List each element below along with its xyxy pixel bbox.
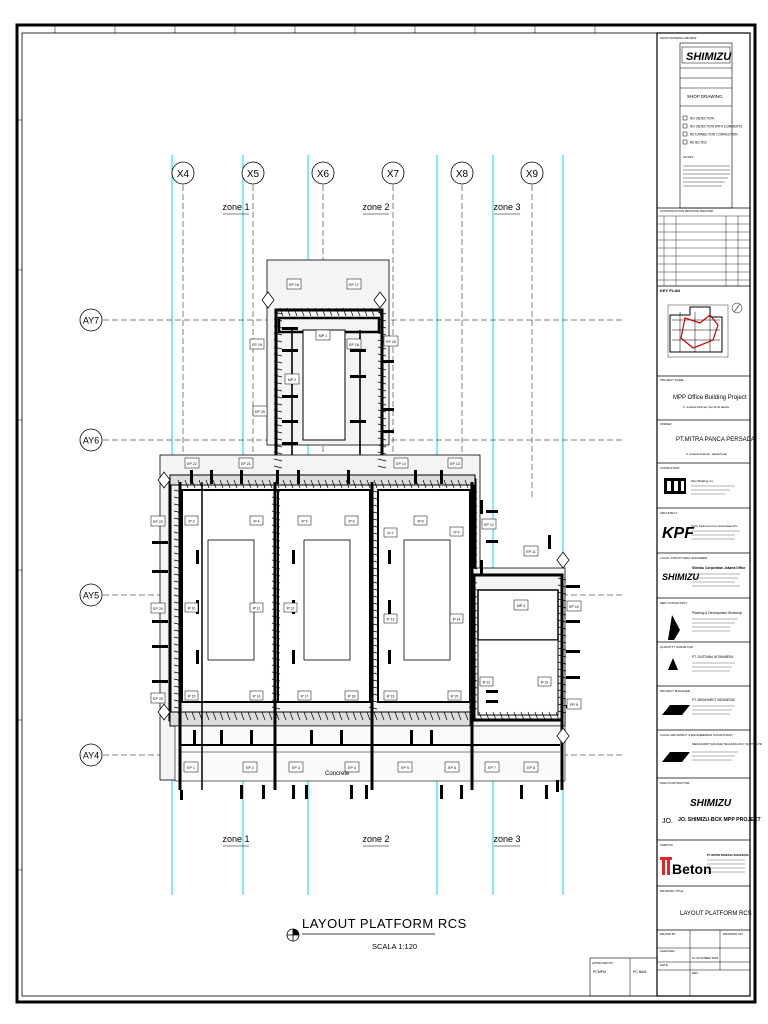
notes-label: NOTES (683, 155, 694, 159)
review-option[interactable] (683, 124, 742, 129)
grid-label-y: AY6 (82, 435, 100, 446)
beam-stub (193, 730, 196, 744)
beam-stub (292, 550, 295, 564)
beam-stub (282, 395, 298, 398)
project-label: PROJECT NAME (660, 378, 684, 382)
svg-text:IP 10: IP 10 (187, 606, 196, 611)
pm-label: PROJECT MANAGER (660, 689, 690, 693)
ep-label (239, 458, 253, 468)
mori-logo (664, 478, 686, 494)
svg-text:IP 11: IP 11 (252, 606, 261, 611)
beam-stub (566, 650, 580, 653)
architect-label: ARCHITECT (660, 511, 678, 515)
architect-name: Kohn Pedersen Fox Associates PC (691, 524, 738, 528)
beam-stub (292, 650, 295, 664)
project-address: Jl. Jenderal Sudirman, Kav 44-46 Jakarta (683, 406, 729, 409)
shimizu-logo: SHIMIZU (686, 51, 732, 63)
ip-label (345, 516, 358, 525)
svg-text:EP 8: EP 8 (527, 766, 535, 770)
svg-text:EP 19: EP 19 (252, 343, 262, 347)
beam-stub (152, 541, 168, 544)
beam-stub (548, 535, 551, 549)
beam-stub (152, 680, 168, 683)
ep-label (287, 279, 301, 289)
mp-label (316, 330, 330, 340)
beam-stub (430, 730, 433, 744)
consultant-label: CONSULTANT (660, 466, 680, 470)
ep-label (485, 762, 499, 772)
ep-label (567, 601, 581, 611)
beam-stub (210, 470, 213, 484)
beam-stub (250, 730, 253, 744)
grid-label-x: X7 (386, 169, 400, 180)
beam-stub (440, 785, 443, 799)
ep-label (184, 762, 198, 772)
zone-label-bottom: zone 2 (362, 834, 390, 844)
dwg-no-label: DRAWING NO (723, 932, 743, 936)
mp-label (514, 600, 528, 610)
ip-label (448, 691, 461, 700)
revision-label: CONSTRUCTION REVISION RECORD (660, 209, 714, 213)
beam-stub (388, 600, 391, 614)
project-name: MPP Office Building Project (673, 395, 747, 401)
contractor-name: JO. SHIMIZU-BCK MPP PROJECT (678, 817, 761, 823)
svg-text:NO OBJECTION: NO OBJECTION (690, 116, 714, 121)
grid-bubble-x (172, 162, 194, 184)
svg-text:EP 17: EP 17 (349, 283, 359, 287)
beam-stub (196, 550, 199, 564)
ep-label (567, 699, 581, 709)
svg-text:RETURNED FOR CORRECTION: RETURNED FOR CORRECTION (690, 132, 738, 137)
grid-bubble-y (80, 309, 102, 331)
beam-stub (520, 785, 523, 799)
tb-header-label: SHOP DRAWING REVIEW (660, 36, 697, 40)
svg-text:EP 7: EP 7 (488, 766, 496, 770)
ip-label (298, 691, 311, 700)
ip-label (450, 527, 463, 536)
qs-name: PT. SUSTAINA INTIMABERA (692, 655, 734, 659)
ep-label (243, 762, 257, 772)
zone-label-top: zone 2 (362, 202, 390, 212)
ep-label (384, 336, 398, 346)
ep-label (445, 762, 459, 772)
mep-name: Planning & Development Workshop (692, 611, 743, 615)
beam-stub (365, 785, 368, 799)
contractor-prefix: JO. (662, 818, 673, 825)
ep-label (347, 279, 361, 289)
svg-text:EP 2: EP 2 (246, 766, 254, 770)
zone-label-top: zone 3 (493, 202, 521, 212)
grid-label-y: AY7 (82, 315, 100, 326)
grid-label-x: X9 (525, 169, 539, 180)
grid-bubble-x (451, 162, 473, 184)
svg-text:NO OBJECTION WITH COMMENTS: NO OBJECTION WITH COMMENTS (690, 124, 743, 129)
ip-label (538, 677, 551, 686)
beam-stub (305, 785, 308, 799)
tb-drawing-title-label: DRAWING TITLE (660, 889, 684, 893)
svg-text:EP 9: EP 9 (570, 703, 578, 707)
beam-stub (340, 730, 343, 744)
ep-label (482, 519, 496, 529)
beam-stub (220, 730, 223, 744)
grid-label-x: X4 (176, 169, 190, 180)
ip-label (345, 691, 358, 700)
pm-name: PT. MEINHARDT INDONESIA (692, 698, 735, 702)
svg-text:IP 19: IP 19 (386, 694, 395, 699)
ip-label (284, 603, 297, 612)
key-plan-label: KEY PLAN (660, 288, 681, 293)
beam-stub (350, 349, 366, 352)
ip-label (384, 528, 397, 537)
ip-label (250, 603, 263, 612)
shimizu-contractor-logo: SHIMIZU (690, 798, 732, 809)
svg-text:EP 3: EP 3 (292, 766, 300, 770)
approved-label: APPROVED BY (592, 961, 614, 965)
beam-stub (196, 650, 199, 664)
svg-text:IP 12: IP 12 (286, 606, 295, 611)
review-option[interactable] (683, 140, 708, 145)
grid-bubble-x (242, 162, 264, 184)
grid-bubble-y (80, 744, 102, 766)
beam-stub (262, 785, 265, 799)
ip-label (450, 614, 463, 623)
zone-label-bottom: zone 3 (493, 834, 521, 844)
shop-drawing-label: SHOP DRAWING (687, 94, 723, 99)
ep-label (394, 458, 408, 468)
svg-text:MP 3: MP 3 (516, 604, 526, 608)
svg-text:Beton: Beton (672, 861, 712, 877)
svg-text:EP 10: EP 10 (569, 605, 579, 609)
zone-label-bottom: zone 1 (222, 834, 250, 844)
svg-text:IP 9: IP 9 (453, 530, 460, 535)
svg-text:IP 6: IP 6 (348, 519, 355, 524)
svg-text:IP 17: IP 17 (300, 694, 309, 699)
grid-label-x: X6 (316, 169, 330, 180)
owner-label: OWNER (660, 422, 672, 426)
grid-bubble-x (382, 162, 404, 184)
svg-text:EP 21: EP 21 (241, 462, 251, 466)
svg-text:EP 6: EP 6 (448, 766, 456, 770)
svg-text:IP 3: IP 3 (188, 519, 195, 524)
beam-stub (152, 620, 168, 623)
beam-stub (486, 540, 498, 543)
svg-text:IP 21: IP 21 (482, 680, 491, 685)
beam-stub (350, 375, 366, 378)
beam-stub (350, 420, 366, 423)
beam-stub (282, 349, 298, 352)
ep-label (151, 516, 165, 526)
ip-label (384, 614, 397, 623)
beam-stub (566, 585, 580, 588)
ip-label (250, 516, 263, 525)
subcon-label: SUBCON (660, 843, 673, 847)
beam-stub (388, 650, 391, 664)
ep-label (185, 458, 199, 468)
ip-label (250, 691, 263, 700)
tb-drawing-title: LAYOUT PLATFORM RCS (680, 911, 752, 917)
svg-text:EP 24: EP 24 (153, 607, 163, 611)
beam-stub (480, 500, 483, 514)
grid-bubble-x (312, 162, 334, 184)
svg-text:EP 23: EP 23 (153, 520, 163, 524)
ep-label (524, 546, 538, 556)
beam-stub (382, 408, 394, 411)
beam-stub (152, 570, 168, 573)
beam-stub (282, 442, 298, 445)
svg-text:IP 18: IP 18 (347, 694, 356, 699)
svg-text:EP 25: EP 25 (153, 697, 163, 701)
pcmpm-label: PCMPM (593, 970, 607, 974)
beam-stub (566, 676, 580, 679)
beam-stub (545, 785, 548, 799)
ep-label (398, 762, 412, 772)
svg-text:EP 4: EP 4 (348, 766, 356, 770)
grid-label-x: X8 (455, 169, 469, 180)
grid-label-y: AY4 (82, 750, 100, 761)
svg-text:EP 18: EP 18 (289, 283, 299, 287)
svg-text:IP 8: IP 8 (417, 519, 424, 524)
structural-label: LOCAL STRUCTURAL ENGINEER (660, 556, 708, 560)
svg-text:EP 13: EP 13 (450, 462, 460, 466)
drawing-title: LAYOUT PLATFORM RCS (302, 916, 467, 931)
ip-label (185, 516, 198, 525)
beam-stub (282, 420, 298, 423)
svg-text:MP 2: MP 2 (287, 378, 297, 382)
ep-label (253, 406, 267, 416)
checked-label: CHECKED (660, 949, 675, 953)
local-arch-label: LOCAL ARCHITECT & ENGINEERING CONSULTANT (660, 733, 733, 737)
date-value: 10 OKTOBER 2018 (692, 956, 719, 960)
svg-text:EP 16: EP 16 (349, 343, 359, 347)
beam-stub (566, 620, 580, 623)
grid-bubble-y (80, 429, 102, 451)
mep-label: MEP CONSULTANT (660, 601, 688, 605)
svg-text:EP 15: EP 15 (386, 340, 396, 344)
beam-stub (440, 470, 443, 484)
beam-stub (486, 510, 498, 513)
ip-label (384, 691, 397, 700)
beam-stub (152, 645, 168, 648)
beam-stub (556, 780, 559, 792)
ip-label (185, 691, 198, 700)
svg-text:REJECTED: REJECTED (690, 140, 707, 145)
svg-text:EP 14: EP 14 (396, 462, 406, 466)
ip-label (185, 603, 198, 612)
date-label: DATE (660, 963, 668, 967)
shimizu-small-logo: SHIMIZU (662, 572, 699, 582)
svg-text:EP 11: EP 11 (526, 550, 536, 554)
beam-stub (486, 690, 498, 693)
ip-label (480, 677, 493, 686)
kpf-logo: KPF (662, 525, 694, 542)
owner-address: Jl. Jenderal Sudirman, Jakarta Pusat (686, 453, 727, 456)
svg-text:IP 22: IP 22 (540, 680, 549, 685)
beam-stub (350, 785, 353, 799)
beam-stub (240, 785, 243, 799)
beam-stub (486, 700, 498, 703)
owner-name: PT.MITRA PANCA PERSADA (676, 437, 755, 443)
grid-label-x: X5 (246, 169, 260, 180)
ep-label (524, 762, 538, 772)
beam-stub (347, 470, 350, 484)
svg-text:EP 12: EP 12 (484, 523, 494, 527)
pc-bam-label: PC BAM (633, 970, 647, 974)
beam-stub (460, 785, 463, 799)
svg-text:MP 1: MP 1 (318, 334, 328, 338)
svg-text:IP 4: IP 4 (253, 519, 260, 524)
rev-label: REV (692, 971, 699, 975)
mp-label (285, 374, 299, 384)
review-option[interactable] (683, 132, 738, 137)
svg-text:IP 14: IP 14 (452, 617, 461, 622)
beam-stub (310, 730, 313, 744)
beam-stub (180, 790, 183, 800)
qs-label: QUANTITY SURVEYOR (660, 645, 693, 649)
beam-stub (282, 327, 298, 330)
svg-text:IP 20: IP 20 (450, 694, 459, 699)
concrete-label: Concrete (325, 771, 350, 777)
zone-label-top: zone 1 (222, 202, 250, 212)
ep-label (347, 339, 361, 349)
svg-text:IP 7: IP 7 (387, 531, 394, 536)
svg-text:IP 16: IP 16 (252, 694, 261, 699)
svg-text:IP 15: IP 15 (187, 694, 196, 699)
local-arch-name: MEINHARDT FACADE TECHNOLOGY (S) PTE LTD (692, 742, 763, 746)
beam-stub (410, 730, 413, 744)
drawing-scale: SCALA 1:120 (372, 942, 418, 951)
svg-text:IP 13: IP 13 (386, 617, 395, 622)
drawn-by-label: DRAWN BY (660, 932, 677, 936)
grid-bubble-y (80, 584, 102, 606)
svg-text:EP 22: EP 22 (187, 462, 197, 466)
structural-name: Shimizu Corporation Jakarta Office (692, 566, 746, 570)
svg-text:EP 20: EP 20 (255, 410, 265, 414)
beton-company: PT. BETON PERKASA WIJAKSANA (707, 854, 749, 857)
beam-stub (292, 785, 295, 799)
ep-label (448, 458, 462, 468)
contractor-label: MAIN CONTRACTOR (660, 781, 690, 785)
ip-label (298, 516, 311, 525)
ip-label (414, 516, 427, 525)
ep-label (151, 603, 165, 613)
beam-stub (480, 560, 483, 574)
ep-label (289, 762, 303, 772)
svg-text:IP 5: IP 5 (301, 519, 308, 524)
ep-label (250, 339, 264, 349)
consultant-name: Mori Building Co. (691, 479, 714, 483)
beam-stub (388, 550, 391, 564)
svg-text:EP 1: EP 1 (187, 766, 195, 770)
ep-label (151, 693, 165, 703)
svg-text:EP 5: EP 5 (401, 766, 409, 770)
grid-bubble-x (521, 162, 543, 184)
grid-label-y: AY5 (82, 590, 100, 601)
